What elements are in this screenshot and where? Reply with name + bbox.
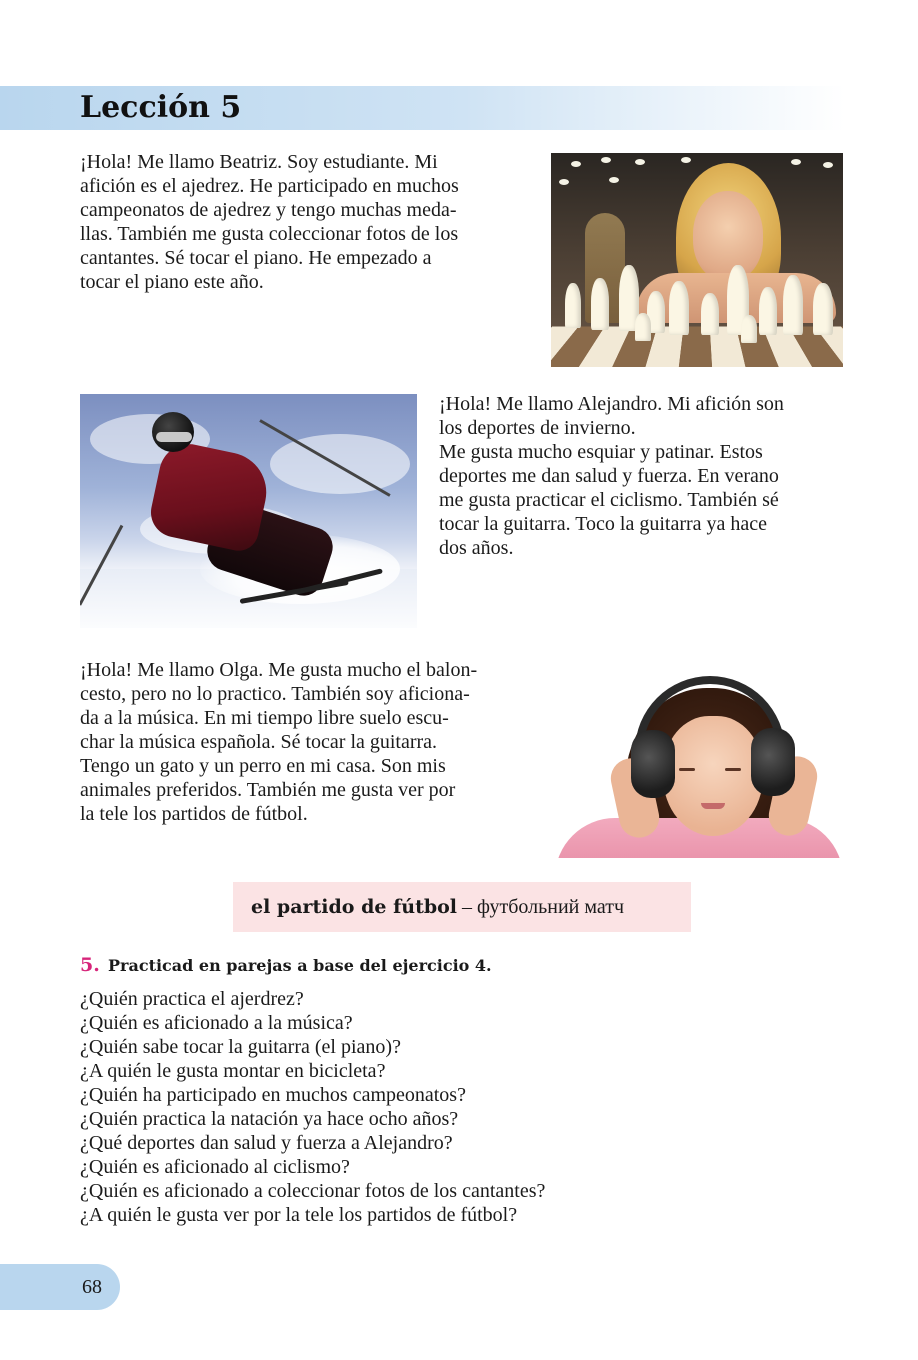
question-list (80, 987, 545, 1227)
text-line: la tele los partidos de fútbol. (80, 803, 308, 825)
photo-chess-girl (551, 153, 843, 367)
text-line: afición es el ajedrez. He participado en muchos (80, 175, 459, 197)
chess-piece (565, 283, 581, 328)
text-line: me gusta practicar el ciclismo. También sé (439, 489, 779, 511)
question-item: ¿Quién es aficionado al ciclismo? (80, 1156, 350, 1178)
chess-piece (741, 315, 757, 343)
text-line: Tengo un gato y un perro en mi casa. Son mis (80, 755, 446, 777)
ceiling-light (571, 161, 581, 167)
paragraph-beatriz (80, 150, 527, 294)
text-line: tocar la guitarra. Toco la guitarra ya hace (439, 513, 768, 535)
text-line: Me gusta mucho esquiar y patinar. Estos (439, 441, 763, 463)
paragraph-alejandro (439, 392, 844, 560)
ceiling-light (559, 179, 569, 185)
text-line: campeonatos de ajedrez y tengo muchas meda- (80, 199, 457, 221)
vocabulary-box (233, 882, 691, 932)
text-line: ¡Hola! Me llamo Olga. Me gusta mucho el balon- (80, 659, 478, 681)
vocabulary-translation: – футбольний матч (462, 896, 625, 918)
girl-mouth (701, 803, 725, 809)
text-line: cesto, pero no lo practico. También soy aficiona- (80, 683, 470, 705)
question-item: ¿Quién es aficionado a coleccionar fotos de los cantantes? (80, 1180, 546, 1202)
lesson-title: Lección 5 (80, 90, 242, 125)
text-line: tocar el piano este año. (80, 271, 264, 293)
chess-piece (635, 313, 651, 341)
text-line: animales preferidos. También me gusta ver por (80, 779, 456, 801)
closed-eye (679, 768, 695, 771)
paragraph-olga (80, 658, 527, 826)
text-line: char la música española. Sé tocar la guitarra. (80, 731, 438, 753)
ceiling-light (601, 157, 611, 163)
text-line: cantantes. Sé tocar el piano. He empezado a (80, 247, 432, 269)
question-item: ¿Quién sabe tocar la guitarra (el piano)? (80, 1036, 401, 1058)
ceiling-light (823, 162, 833, 168)
text-line: los deportes de invierno. (439, 417, 636, 439)
exercise-number: 5. (80, 954, 100, 976)
question-item: ¿Quién practica el ajerdrez? (80, 988, 304, 1010)
chess-piece (783, 275, 803, 335)
text-line: llas. También me gusta coleccionar fotos de los (80, 223, 459, 245)
question-item: ¿Quién ha participado en muchos campeonatos? (80, 1084, 466, 1106)
chess-piece (669, 281, 689, 335)
page-number-tab (0, 1264, 120, 1310)
headphones-cup (751, 728, 795, 796)
girl-face (693, 191, 763, 281)
vocabulary-entry (251, 882, 624, 932)
closed-eye (725, 768, 741, 771)
photo-skier (80, 394, 417, 628)
text-line: deportes me dan salud y fuerza. En verano (439, 465, 779, 487)
ceiling-light (609, 177, 619, 183)
question-item: ¿Qué deportes dan salud y fuerza a Alejandro? (80, 1132, 453, 1154)
text-line: ¡Hola! Me llamo Alejandro. Mi afición son (439, 393, 784, 415)
chess-piece (591, 278, 609, 330)
headphones-cup (631, 730, 675, 798)
chess-piece (813, 283, 833, 335)
text-line: da a la música. En mi tiempo libre suelo escu- (80, 707, 449, 729)
vocabulary-term: el partido de fútbol (251, 896, 458, 918)
text-line: dos años. (439, 537, 514, 559)
question-item: ¿A quién le gusta montar en bicicleta? (80, 1060, 386, 1082)
skier-goggles (156, 432, 192, 442)
chess-piece (759, 287, 777, 335)
question-item: ¿Quién es aficionado a la música? (80, 1012, 353, 1034)
photo-girl-headphones (555, 668, 843, 858)
ceiling-light (791, 159, 801, 165)
ceiling-light (635, 159, 645, 165)
ceiling-light (681, 157, 691, 163)
chess-piece (701, 293, 719, 335)
exercise-instruction: Practicad en parejas a base del ejercicio 4. (108, 956, 492, 975)
question-item: ¿Quién practica la natación ya hace ocho años? (80, 1108, 459, 1130)
page-number: 68 (82, 1276, 102, 1298)
question-item: ¿A quién le gusta ver por la tele los partidos de fútbol? (80, 1204, 518, 1226)
text-line: ¡Hola! Me llamo Beatriz. Soy estudiante. Mi (80, 151, 438, 173)
